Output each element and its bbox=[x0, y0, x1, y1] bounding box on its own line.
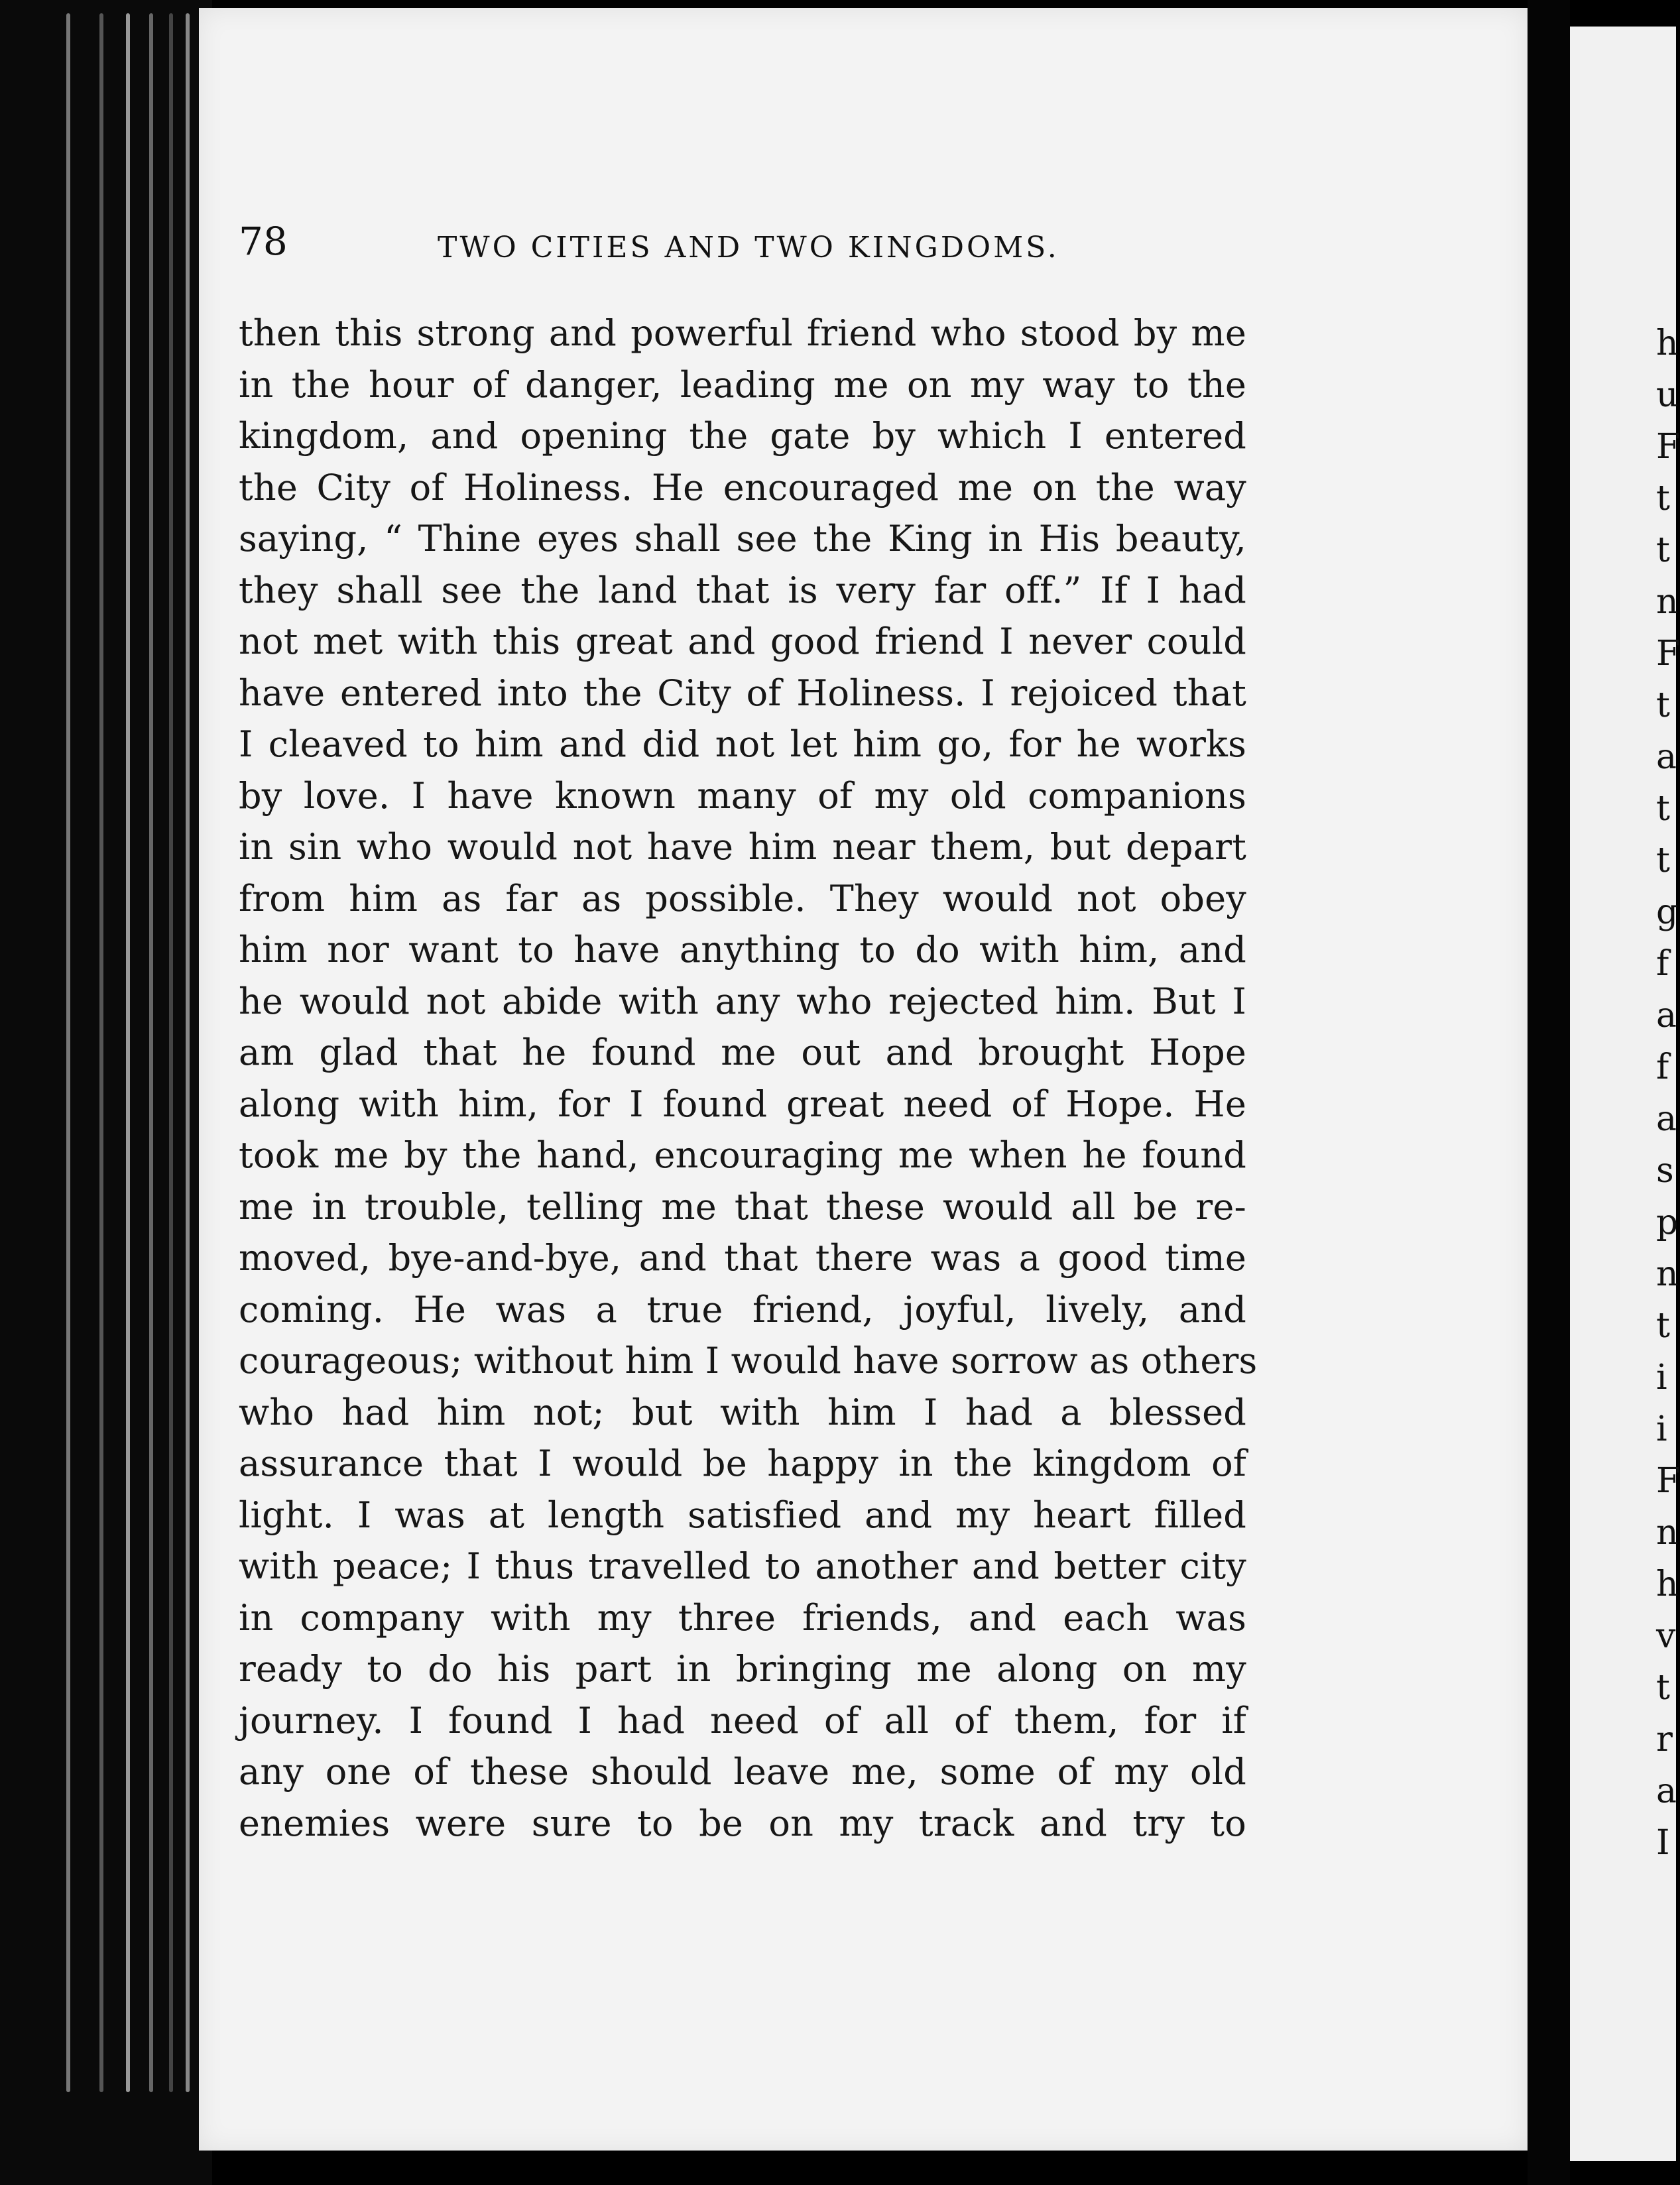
text-line: have entered into the City of Holiness. I rejoiced that bbox=[239, 672, 1246, 714]
facing-page-letter: f bbox=[1656, 1047, 1669, 1087]
text-line: in the hour of danger, leading me on my way to the bbox=[239, 363, 1246, 406]
facing-page-letter: g bbox=[1656, 892, 1679, 932]
page-edge bbox=[126, 13, 130, 2092]
text-line: not met with this great and good friend I never could bbox=[239, 620, 1246, 662]
text-line: journey. I found I had need of all of them, for if bbox=[239, 1699, 1246, 1742]
facing-page-letter: h bbox=[1656, 1565, 1679, 1604]
facing-page-letter: v bbox=[1656, 1616, 1676, 1656]
text-line: in company with my three friends, and each was bbox=[239, 1596, 1246, 1639]
page-edge bbox=[99, 13, 103, 2092]
text-line: ready to do his part in bringing me along on my bbox=[239, 1648, 1246, 1690]
facing-page-letter: t bbox=[1656, 1668, 1670, 1708]
facing-page-letter: i bbox=[1656, 1358, 1667, 1397]
page-stack-edges bbox=[0, 0, 212, 2185]
text-line: any one of these should leave me, some of my old bbox=[239, 1751, 1246, 1793]
text-line: moved, bye-and-bye, and that there was a good time bbox=[239, 1237, 1246, 1279]
text-line: the City of Holiness. He encouraged me on the way bbox=[239, 466, 1246, 508]
text-line: along with him, for I found great need of Hope. He bbox=[239, 1083, 1246, 1125]
text-line: light. I was at length satisfied and my heart filled bbox=[239, 1494, 1246, 1536]
text-line: kingdom, and opening the gate by which I entered bbox=[239, 415, 1246, 457]
facing-page-letter: f bbox=[1656, 944, 1669, 984]
page-edge bbox=[186, 13, 190, 2092]
facing-page-letter: t bbox=[1656, 789, 1670, 829]
facing-page-letter: r bbox=[1656, 1720, 1673, 1759]
facing-page-letter: t bbox=[1656, 685, 1670, 725]
page-edge bbox=[66, 13, 70, 2092]
text-line: they shall see the land that is very far off.” If I had bbox=[239, 569, 1246, 611]
book-gutter bbox=[1528, 0, 1570, 2185]
text-line: saying, “ Thine eyes shall see the King in His beauty, bbox=[239, 518, 1246, 560]
facing-page-letter: h bbox=[1656, 324, 1679, 363]
facing-page-letter: i bbox=[1656, 1409, 1667, 1449]
page-edge bbox=[149, 13, 153, 2092]
facing-page-letter: n bbox=[1656, 1254, 1679, 1294]
facing-page-letter: F bbox=[1656, 1461, 1680, 1501]
text-line: enemies were sure to be on my track and try to bbox=[239, 1802, 1246, 1844]
facing-page-letter: a bbox=[1656, 737, 1677, 777]
facing-page-letter: p bbox=[1656, 1203, 1679, 1242]
text-line: am glad that he found me out and brought Hope bbox=[239, 1032, 1246, 1073]
text-line: took me by the hand, encouraging me when he found bbox=[239, 1134, 1246, 1176]
facing-page-letter: I bbox=[1656, 1823, 1670, 1863]
text-line: by love. I have known many of my old companions bbox=[239, 774, 1246, 817]
running-head bbox=[239, 219, 1273, 272]
page-number: 78 bbox=[239, 219, 288, 264]
text-line: with peace; I thus travelled to another and better city bbox=[239, 1545, 1246, 1587]
running-title: TWO CITIES AND TWO KINGDOMS. bbox=[438, 231, 1059, 265]
text-line: from him as far as possible. They would not obey bbox=[239, 877, 1246, 919]
facing-page-letter: a bbox=[1656, 996, 1677, 1035]
facing-page-letter: n bbox=[1656, 582, 1679, 622]
text-line: in sin who would not have him near them, but depart bbox=[239, 826, 1246, 868]
text-line: courageous; without him I would have sorrow as others bbox=[239, 1340, 1258, 1382]
facing-page-letter: a bbox=[1656, 1771, 1677, 1811]
body-text bbox=[239, 308, 1258, 1849]
facing-page-edge bbox=[1570, 27, 1680, 2161]
facing-page-letter: a bbox=[1656, 1099, 1677, 1139]
text-line: coming. He was a true friend, joyful, lively, and bbox=[239, 1288, 1246, 1330]
facing-page-letter: t bbox=[1656, 841, 1670, 880]
text-line: he would not abide with any who rejected him. But I bbox=[239, 980, 1246, 1022]
text-line: I cleaved to him and did not let him go, for he works bbox=[239, 723, 1246, 765]
facing-page-letter: n bbox=[1656, 1513, 1679, 1553]
facing-page-letter: t bbox=[1656, 530, 1670, 570]
facing-page-letter: F bbox=[1656, 427, 1680, 467]
facing-page-letter: u bbox=[1656, 375, 1679, 415]
text-line: who had him not; but with him I had a blessed bbox=[239, 1391, 1246, 1433]
facing-page-letter: t bbox=[1656, 1306, 1670, 1346]
text-line: me in trouble, telling me that these would all be re- bbox=[239, 1185, 1246, 1228]
text-line: then this strong and powerful friend who stood by me bbox=[239, 312, 1246, 354]
text-line: assurance that I would be happy in the kingdom of bbox=[239, 1443, 1246, 1484]
facing-page-letter: t bbox=[1656, 479, 1670, 518]
facing-page-letter: s bbox=[1656, 1151, 1674, 1191]
page-edge bbox=[169, 13, 173, 2092]
facing-page-letter: F bbox=[1656, 634, 1680, 674]
text-line: him nor want to have anything to do with him, and bbox=[239, 929, 1246, 971]
